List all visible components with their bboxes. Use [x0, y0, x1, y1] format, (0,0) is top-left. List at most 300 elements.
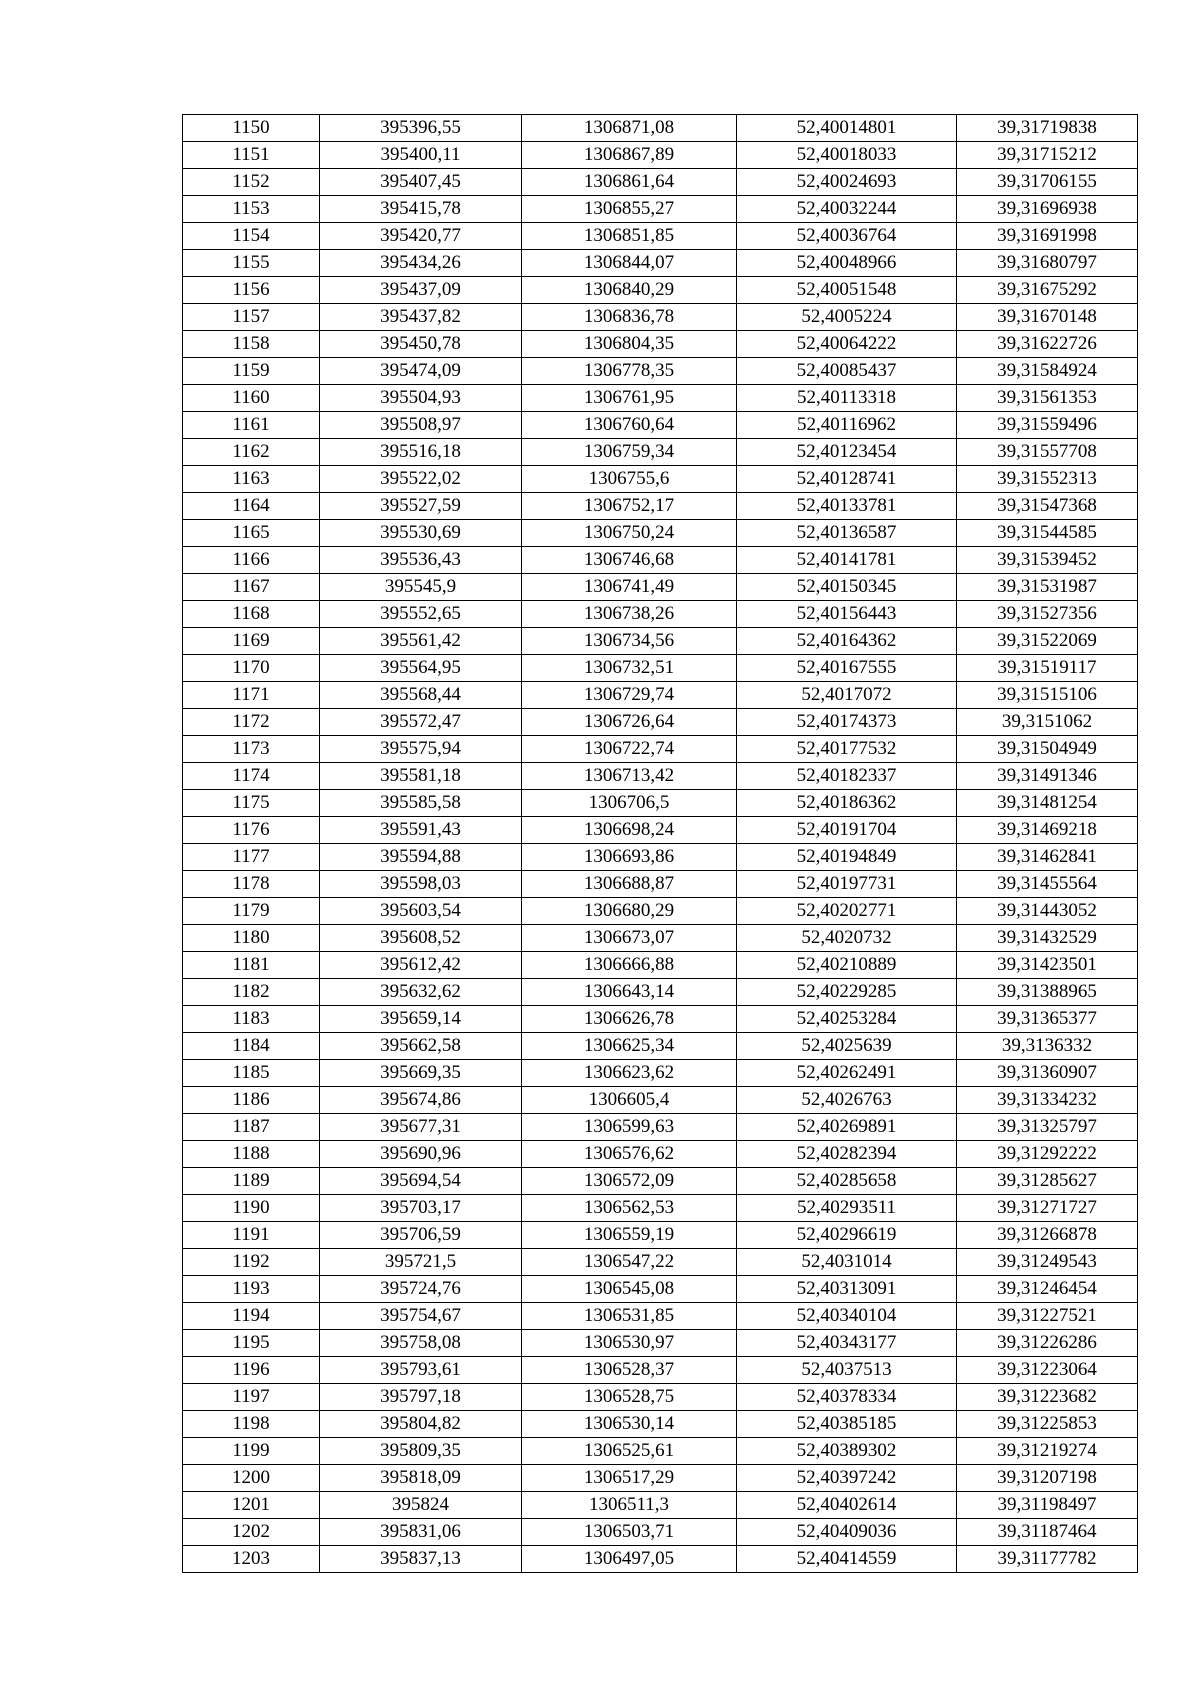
longitude-cell: 39,31365377: [957, 1006, 1138, 1033]
longitude-cell: 39,31680797: [957, 250, 1138, 277]
point-number-cell: 1160: [183, 385, 320, 412]
longitude-cell: 39,31219274: [957, 1438, 1138, 1465]
y-coordinate-cell: 1306726,64: [522, 709, 737, 736]
y-coordinate-cell: 1306547,22: [522, 1249, 737, 1276]
table-row: [183, 736, 1138, 763]
table-row: [183, 952, 1138, 979]
y-coordinate-cell: 1306871,08: [522, 115, 737, 142]
table-row: [183, 1033, 1138, 1060]
longitude-cell: 39,31223064: [957, 1357, 1138, 1384]
x-coordinate-cell: 395594,88: [320, 844, 522, 871]
table-row: [183, 358, 1138, 385]
point-number-cell: 1156: [183, 277, 320, 304]
latitude-cell: 52,40202771: [737, 898, 957, 925]
longitude-cell: 39,31519117: [957, 655, 1138, 682]
point-number-cell: 1197: [183, 1384, 320, 1411]
x-coordinate-cell: 395437,09: [320, 277, 522, 304]
latitude-cell: 52,40191704: [737, 817, 957, 844]
x-coordinate-cell: 395400,11: [320, 142, 522, 169]
point-number-cell: 1196: [183, 1357, 320, 1384]
x-coordinate-cell: 395758,08: [320, 1330, 522, 1357]
latitude-cell: 52,40128741: [737, 466, 957, 493]
latitude-cell: 52,40123454: [737, 439, 957, 466]
y-coordinate-cell: 1306722,74: [522, 736, 737, 763]
point-number-cell: 1186: [183, 1087, 320, 1114]
table-row: [183, 520, 1138, 547]
table-row: [183, 1438, 1138, 1465]
x-coordinate-cell: 395824: [320, 1492, 522, 1519]
table-row: [183, 142, 1138, 169]
y-coordinate-cell: 1306559,19: [522, 1222, 737, 1249]
longitude-cell: 39,31443052: [957, 898, 1138, 925]
latitude-cell: 52,40085437: [737, 358, 957, 385]
y-coordinate-cell: 1306741,49: [522, 574, 737, 601]
latitude-cell: 52,40253284: [737, 1006, 957, 1033]
point-number-cell: 1200: [183, 1465, 320, 1492]
x-coordinate-cell: 395527,59: [320, 493, 522, 520]
table-row: [183, 790, 1138, 817]
table-row: [183, 1546, 1138, 1573]
x-coordinate-cell: 395420,77: [320, 223, 522, 250]
latitude-cell: 52,40414559: [737, 1546, 957, 1573]
y-coordinate-cell: 1306562,53: [522, 1195, 737, 1222]
x-coordinate-cell: 395662,58: [320, 1033, 522, 1060]
point-number-cell: 1163: [183, 466, 320, 493]
table-row: [183, 1195, 1138, 1222]
point-number-cell: 1164: [183, 493, 320, 520]
point-number-cell: 1203: [183, 1546, 320, 1573]
point-number-cell: 1157: [183, 304, 320, 331]
longitude-cell: 39,31522069: [957, 628, 1138, 655]
y-coordinate-cell: 1306778,35: [522, 358, 737, 385]
point-number-cell: 1182: [183, 979, 320, 1006]
point-number-cell: 1194: [183, 1303, 320, 1330]
y-coordinate-cell: 1306643,14: [522, 979, 737, 1006]
table-row: [183, 196, 1138, 223]
longitude-cell: 39,31198497: [957, 1492, 1138, 1519]
longitude-cell: 39,31360907: [957, 1060, 1138, 1087]
point-number-cell: 1193: [183, 1276, 320, 1303]
table-row: [183, 655, 1138, 682]
table-row: [183, 1519, 1138, 1546]
latitude-cell: 52,40285658: [737, 1168, 957, 1195]
x-coordinate-cell: 395831,06: [320, 1519, 522, 1546]
table-row: [183, 439, 1138, 466]
x-coordinate-cell: 395572,47: [320, 709, 522, 736]
longitude-cell: 39,31552313: [957, 466, 1138, 493]
longitude-cell: 39,31266878: [957, 1222, 1138, 1249]
y-coordinate-cell: 1306530,97: [522, 1330, 737, 1357]
longitude-cell: 39,31515106: [957, 682, 1138, 709]
x-coordinate-cell: 395522,02: [320, 466, 522, 493]
point-number-cell: 1162: [183, 439, 320, 466]
point-number-cell: 1173: [183, 736, 320, 763]
latitude-cell: 52,40194849: [737, 844, 957, 871]
y-coordinate-cell: 1306729,74: [522, 682, 737, 709]
table-row: [183, 898, 1138, 925]
table-row: [183, 304, 1138, 331]
y-coordinate-cell: 1306497,05: [522, 1546, 737, 1573]
latitude-cell: 52,40210889: [737, 952, 957, 979]
longitude-cell: 39,31561353: [957, 385, 1138, 412]
point-number-cell: 1150: [183, 115, 320, 142]
table-row: [183, 1141, 1138, 1168]
table-row: [183, 1330, 1138, 1357]
latitude-cell: 52,40282394: [737, 1141, 957, 1168]
table-row: [183, 331, 1138, 358]
x-coordinate-cell: 395585,58: [320, 790, 522, 817]
x-coordinate-cell: 395530,69: [320, 520, 522, 547]
table-row: [183, 169, 1138, 196]
table-row: [183, 277, 1138, 304]
longitude-cell: 39,3136332: [957, 1033, 1138, 1060]
point-number-cell: 1176: [183, 817, 320, 844]
point-number-cell: 1177: [183, 844, 320, 871]
y-coordinate-cell: 1306706,5: [522, 790, 737, 817]
y-coordinate-cell: 1306680,29: [522, 898, 737, 925]
point-number-cell: 1179: [183, 898, 320, 925]
longitude-cell: 39,31715212: [957, 142, 1138, 169]
y-coordinate-cell: 1306851,85: [522, 223, 737, 250]
table-row: [183, 709, 1138, 736]
x-coordinate-cell: 395837,13: [320, 1546, 522, 1573]
longitude-cell: 39,31691998: [957, 223, 1138, 250]
table-row: [183, 1357, 1138, 1384]
longitude-cell: 39,31547368: [957, 493, 1138, 520]
x-coordinate-cell: 395516,18: [320, 439, 522, 466]
x-coordinate-cell: 395591,43: [320, 817, 522, 844]
x-coordinate-cell: 395809,35: [320, 1438, 522, 1465]
point-number-cell: 1153: [183, 196, 320, 223]
point-number-cell: 1174: [183, 763, 320, 790]
x-coordinate-cell: 395797,18: [320, 1384, 522, 1411]
table-row: [183, 223, 1138, 250]
point-number-cell: 1165: [183, 520, 320, 547]
longitude-cell: 39,31455564: [957, 871, 1138, 898]
x-coordinate-cell: 395724,76: [320, 1276, 522, 1303]
table-row: [183, 1411, 1138, 1438]
longitude-cell: 39,31559496: [957, 412, 1138, 439]
y-coordinate-cell: 1306855,27: [522, 196, 737, 223]
point-number-cell: 1171: [183, 682, 320, 709]
table-row: [183, 1384, 1138, 1411]
table-row: [183, 1114, 1138, 1141]
x-coordinate-cell: 395581,18: [320, 763, 522, 790]
latitude-cell: 52,40340104: [737, 1303, 957, 1330]
longitude-cell: 39,31423501: [957, 952, 1138, 979]
table-row: [183, 763, 1138, 790]
latitude-cell: 52,40024693: [737, 169, 957, 196]
latitude-cell: 52,40262491: [737, 1060, 957, 1087]
table-row: [183, 925, 1138, 952]
y-coordinate-cell: 1306759,34: [522, 439, 737, 466]
x-coordinate-cell: 395508,97: [320, 412, 522, 439]
y-coordinate-cell: 1306503,71: [522, 1519, 737, 1546]
x-coordinate-cell: 395608,52: [320, 925, 522, 952]
point-number-cell: 1151: [183, 142, 320, 169]
y-coordinate-cell: 1306599,63: [522, 1114, 737, 1141]
latitude-cell: 52,40133781: [737, 493, 957, 520]
latitude-cell: 52,40156443: [737, 601, 957, 628]
longitude-cell: 39,31388965: [957, 979, 1138, 1006]
longitude-cell: 39,31622726: [957, 331, 1138, 358]
x-coordinate-cell: 395561,42: [320, 628, 522, 655]
point-number-cell: 1192: [183, 1249, 320, 1276]
y-coordinate-cell: 1306688,87: [522, 871, 737, 898]
point-number-cell: 1189: [183, 1168, 320, 1195]
y-coordinate-cell: 1306605,4: [522, 1087, 737, 1114]
x-coordinate-cell: 395575,94: [320, 736, 522, 763]
y-coordinate-cell: 1306752,17: [522, 493, 737, 520]
longitude-cell: 39,31432529: [957, 925, 1138, 952]
longitude-cell: 39,31292222: [957, 1141, 1138, 1168]
y-coordinate-cell: 1306738,26: [522, 601, 737, 628]
y-coordinate-cell: 1306528,37: [522, 1357, 737, 1384]
longitude-cell: 39,31584924: [957, 358, 1138, 385]
y-coordinate-cell: 1306525,61: [522, 1438, 737, 1465]
longitude-cell: 39,31226286: [957, 1330, 1138, 1357]
y-coordinate-cell: 1306732,51: [522, 655, 737, 682]
x-coordinate-cell: 395612,42: [320, 952, 522, 979]
point-number-cell: 1154: [183, 223, 320, 250]
point-number-cell: 1183: [183, 1006, 320, 1033]
latitude-cell: 52,40229285: [737, 979, 957, 1006]
latitude-cell: 52,40293511: [737, 1195, 957, 1222]
y-coordinate-cell: 1306761,95: [522, 385, 737, 412]
y-coordinate-cell: 1306673,07: [522, 925, 737, 952]
longitude-cell: 39,31285627: [957, 1168, 1138, 1195]
table-row: [183, 385, 1138, 412]
latitude-cell: 52,40164362: [737, 628, 957, 655]
x-coordinate-cell: 395669,35: [320, 1060, 522, 1087]
point-number-cell: 1175: [183, 790, 320, 817]
longitude-cell: 39,31706155: [957, 169, 1138, 196]
x-coordinate-cell: 395694,54: [320, 1168, 522, 1195]
latitude-cell: 52,40385185: [737, 1411, 957, 1438]
longitude-cell: 39,31249543: [957, 1249, 1138, 1276]
latitude-cell: 52,40064222: [737, 331, 957, 358]
latitude-cell: 52,40174373: [737, 709, 957, 736]
x-coordinate-cell: 395721,5: [320, 1249, 522, 1276]
longitude-cell: 39,31207198: [957, 1465, 1138, 1492]
latitude-cell: 52,4026763: [737, 1087, 957, 1114]
point-number-cell: 1181: [183, 952, 320, 979]
table-row: [183, 547, 1138, 574]
latitude-cell: 52,40269891: [737, 1114, 957, 1141]
point-number-cell: 1158: [183, 331, 320, 358]
longitude-cell: 39,31462841: [957, 844, 1138, 871]
x-coordinate-cell: 395407,45: [320, 169, 522, 196]
y-coordinate-cell: 1306755,6: [522, 466, 737, 493]
x-coordinate-cell: 395598,03: [320, 871, 522, 898]
latitude-cell: 52,40182337: [737, 763, 957, 790]
longitude-cell: 39,31719838: [957, 115, 1138, 142]
longitude-cell: 39,31227521: [957, 1303, 1138, 1330]
y-coordinate-cell: 1306746,68: [522, 547, 737, 574]
x-coordinate-cell: 395564,95: [320, 655, 522, 682]
point-number-cell: 1190: [183, 1195, 320, 1222]
y-coordinate-cell: 1306576,62: [522, 1141, 737, 1168]
y-coordinate-cell: 1306623,62: [522, 1060, 737, 1087]
longitude-cell: 39,31223682: [957, 1384, 1138, 1411]
longitude-cell: 39,31177782: [957, 1546, 1138, 1573]
y-coordinate-cell: 1306836,78: [522, 304, 737, 331]
x-coordinate-cell: 395536,43: [320, 547, 522, 574]
latitude-cell: 52,40051548: [737, 277, 957, 304]
longitude-cell: 39,31481254: [957, 790, 1138, 817]
x-coordinate-cell: 395632,62: [320, 979, 522, 1006]
latitude-cell: 52,40409036: [737, 1519, 957, 1546]
latitude-cell: 52,40136587: [737, 520, 957, 547]
longitude-cell: 39,31531987: [957, 574, 1138, 601]
y-coordinate-cell: 1306861,64: [522, 169, 737, 196]
table-row: [183, 412, 1138, 439]
latitude-cell: 52,40378334: [737, 1384, 957, 1411]
point-number-cell: 1166: [183, 547, 320, 574]
y-coordinate-cell: 1306511,3: [522, 1492, 737, 1519]
x-coordinate-cell: 395818,09: [320, 1465, 522, 1492]
y-coordinate-cell: 1306760,64: [522, 412, 737, 439]
x-coordinate-cell: 395703,17: [320, 1195, 522, 1222]
latitude-cell: 52,40197731: [737, 871, 957, 898]
x-coordinate-cell: 395603,54: [320, 898, 522, 925]
point-number-cell: 1180: [183, 925, 320, 952]
x-coordinate-cell: 395552,65: [320, 601, 522, 628]
latitude-cell: 52,40343177: [737, 1330, 957, 1357]
table-row: [183, 574, 1138, 601]
x-coordinate-cell: 395450,78: [320, 331, 522, 358]
x-coordinate-cell: 395437,82: [320, 304, 522, 331]
latitude-cell: 52,40116962: [737, 412, 957, 439]
y-coordinate-cell: 1306626,78: [522, 1006, 737, 1033]
y-coordinate-cell: 1306844,07: [522, 250, 737, 277]
table-row: [183, 1168, 1138, 1195]
table-row: [183, 1222, 1138, 1249]
point-number-cell: 1185: [183, 1060, 320, 1087]
x-coordinate-cell: 395674,86: [320, 1087, 522, 1114]
x-coordinate-cell: 395434,26: [320, 250, 522, 277]
point-number-cell: 1191: [183, 1222, 320, 1249]
latitude-cell: 52,40296619: [737, 1222, 957, 1249]
y-coordinate-cell: 1306713,42: [522, 763, 737, 790]
y-coordinate-cell: 1306698,24: [522, 817, 737, 844]
longitude-cell: 39,31246454: [957, 1276, 1138, 1303]
point-number-cell: 1159: [183, 358, 320, 385]
point-number-cell: 1188: [183, 1141, 320, 1168]
x-coordinate-cell: 395793,61: [320, 1357, 522, 1384]
y-coordinate-cell: 1306867,89: [522, 142, 737, 169]
point-number-cell: 1169: [183, 628, 320, 655]
x-coordinate-cell: 395415,78: [320, 196, 522, 223]
longitude-cell: 39,31325797: [957, 1114, 1138, 1141]
longitude-cell: 39,31527356: [957, 601, 1138, 628]
longitude-cell: 39,31670148: [957, 304, 1138, 331]
y-coordinate-cell: 1306693,86: [522, 844, 737, 871]
table-row: [183, 1492, 1138, 1519]
latitude-cell: 52,40313091: [737, 1276, 957, 1303]
table-row: [183, 871, 1138, 898]
table-row: [183, 844, 1138, 871]
x-coordinate-cell: 395504,93: [320, 385, 522, 412]
point-number-cell: 1201: [183, 1492, 320, 1519]
table-row: [183, 1006, 1138, 1033]
point-number-cell: 1178: [183, 871, 320, 898]
latitude-cell: 52,4017072: [737, 682, 957, 709]
longitude-cell: 39,31334232: [957, 1087, 1138, 1114]
y-coordinate-cell: 1306734,56: [522, 628, 737, 655]
coordinates-table: [182, 114, 1138, 1573]
table-row: [183, 601, 1138, 628]
table-row: [183, 817, 1138, 844]
longitude-cell: 39,31675292: [957, 277, 1138, 304]
table-row: [183, 1303, 1138, 1330]
table-row: [183, 115, 1138, 142]
latitude-cell: 52,4020732: [737, 925, 957, 952]
point-number-cell: 1202: [183, 1519, 320, 1546]
longitude-cell: 39,31696938: [957, 196, 1138, 223]
x-coordinate-cell: 395396,55: [320, 115, 522, 142]
longitude-cell: 39,31539452: [957, 547, 1138, 574]
point-number-cell: 1152: [183, 169, 320, 196]
latitude-cell: 52,40150345: [737, 574, 957, 601]
longitude-cell: 39,31557708: [957, 439, 1138, 466]
point-number-cell: 1161: [183, 412, 320, 439]
point-number-cell: 1199: [183, 1438, 320, 1465]
table-row: [183, 1087, 1138, 1114]
point-number-cell: 1155: [183, 250, 320, 277]
point-number-cell: 1198: [183, 1411, 320, 1438]
table-row: [183, 466, 1138, 493]
point-number-cell: 1172: [183, 709, 320, 736]
latitude-cell: 52,40141781: [737, 547, 957, 574]
point-number-cell: 1170: [183, 655, 320, 682]
longitude-cell: 39,31225853: [957, 1411, 1138, 1438]
latitude-cell: 52,4037513: [737, 1357, 957, 1384]
table-row: [183, 682, 1138, 709]
latitude-cell: 52,4031014: [737, 1249, 957, 1276]
point-number-cell: 1187: [183, 1114, 320, 1141]
latitude-cell: 52,40048966: [737, 250, 957, 277]
coordinates-table-body: [183, 115, 1138, 1573]
latitude-cell: 52,4025639: [737, 1033, 957, 1060]
latitude-cell: 52,40113318: [737, 385, 957, 412]
point-number-cell: 1195: [183, 1330, 320, 1357]
latitude-cell: 52,40397242: [737, 1465, 957, 1492]
latitude-cell: 52,40177532: [737, 736, 957, 763]
x-coordinate-cell: 395690,96: [320, 1141, 522, 1168]
point-number-cell: 1184: [183, 1033, 320, 1060]
y-coordinate-cell: 1306517,29: [522, 1465, 737, 1492]
x-coordinate-cell: 395754,67: [320, 1303, 522, 1330]
point-number-cell: 1168: [183, 601, 320, 628]
y-coordinate-cell: 1306625,34: [522, 1033, 737, 1060]
longitude-cell: 39,3151062: [957, 709, 1138, 736]
y-coordinate-cell: 1306804,35: [522, 331, 737, 358]
latitude-cell: 52,40032244: [737, 196, 957, 223]
table-row: [183, 1276, 1138, 1303]
x-coordinate-cell: 395706,59: [320, 1222, 522, 1249]
table-row: [183, 493, 1138, 520]
y-coordinate-cell: 1306530,14: [522, 1411, 737, 1438]
y-coordinate-cell: 1306528,75: [522, 1384, 737, 1411]
latitude-cell: 52,40167555: [737, 655, 957, 682]
y-coordinate-cell: 1306545,08: [522, 1276, 737, 1303]
longitude-cell: 39,31271727: [957, 1195, 1138, 1222]
x-coordinate-cell: 395804,82: [320, 1411, 522, 1438]
y-coordinate-cell: 1306572,09: [522, 1168, 737, 1195]
x-coordinate-cell: 395545,9: [320, 574, 522, 601]
latitude-cell: 52,40018033: [737, 142, 957, 169]
